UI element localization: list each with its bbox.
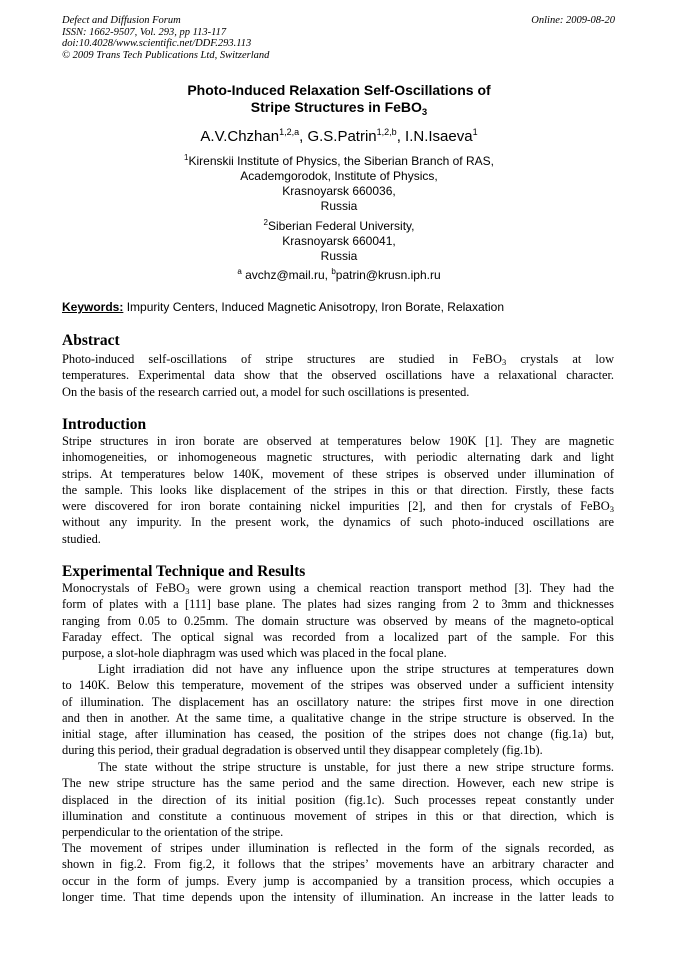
email-a: avchz@mail.ru, <box>241 268 332 282</box>
text-run: displaced in the direction of its initial position (fig.1c). Such processes repeat constantly under <box>62 792 614 807</box>
text-run: to 140K. Below this temperature, movement of the stripes was observed under a sufficient intensity <box>62 678 614 693</box>
text-line <box>62 840 614 856</box>
text-line <box>62 856 614 872</box>
text-line <box>62 466 614 482</box>
text-run: The movement of stripes under illumination is reflected in the form of the signals recorded, as <box>62 841 614 855</box>
affiliation-text: Kirenskii Institute of Physics, the Siberian Branch of RAS, <box>188 154 494 168</box>
text-run: studied. <box>62 531 101 546</box>
text-run: Photo-induced self-oscillations of stripe structures are studied in FeBO <box>62 352 502 366</box>
experimental-para-1 <box>62 580 614 661</box>
text-run: Faraday effect. The optical signal was recorded from a localized part of the sample. For this <box>62 629 614 644</box>
author-3-affil: 1 <box>472 127 478 137</box>
text-line <box>62 514 614 530</box>
text-run: crystals at low <box>506 352 615 366</box>
author-separator: , <box>396 128 406 145</box>
keywords-label: Keywords: <box>62 300 124 314</box>
title-line-2-text: Stripe Structures in FeBO <box>250 99 422 115</box>
text-run: shown in fig.2. From fig.2, it follows that the stripes’ movements have an arbitrary character and <box>62 857 614 872</box>
text-line <box>62 808 614 824</box>
email-mark: b <box>331 267 336 276</box>
journal-header <box>62 15 422 61</box>
text-line <box>62 433 614 449</box>
subscript: 3 <box>609 504 614 515</box>
text-run: perpendicular to the orientation of the stripe. <box>62 825 284 840</box>
text-run: were grown using a chemical reaction transport method [3]. They had the <box>189 581 614 595</box>
experimental-para-3 <box>62 759 614 840</box>
text-run: purpose, a slot-hole diaphragm was used which was placed in the focal plane. <box>62 646 447 661</box>
text-line <box>62 498 614 514</box>
affiliation-line: Academgorodok, Institute of Physics, <box>240 169 438 183</box>
text-run: inhomogeneities, or inhomogeneous magnetic structures, with periodic alternating dark and light <box>62 450 614 465</box>
affiliation-line: Russia <box>320 249 358 263</box>
author-3: I.N.Isaeva <box>405 128 473 145</box>
affiliation-line: Krasnoyarsk 660041, <box>282 234 396 248</box>
text-run: Stripe structures in iron borate are observed at temperatures below 190K [1]. They are magnetic <box>62 434 614 448</box>
experimental-para-4 <box>62 840 614 905</box>
affiliation-mark: 2 <box>263 218 268 227</box>
affiliation-line: Krasnoyarsk 660036, <box>282 184 396 198</box>
text-line <box>62 596 614 612</box>
text-run: temperatures. Experimental data show that the observed oscillations have a relaxational character. <box>62 368 614 383</box>
text-line <box>62 482 614 498</box>
text-line <box>62 384 614 400</box>
text-line <box>62 824 614 840</box>
affiliation-1 <box>62 154 616 214</box>
text-run: ranging from 0.05 to 0.25mm. The domain structure was observed by means of the magneto-optical <box>62 613 614 628</box>
keywords-text: Impurity Centers, Induced Magnetic Anisotropy, Iron Borate, Relaxation <box>123 300 504 314</box>
doi-line: doi:10.4028/www.scientific.net/DDF.293.113 <box>62 38 252 50</box>
author-1-affil: 1,2,a <box>279 127 300 137</box>
title-line-2 <box>62 99 616 116</box>
text-run: strips. At temperatures below 140K, movement of these stripes is observed under illumination of <box>62 466 614 481</box>
text-run: Light irradiation did not have any influence upon the stripe structures at temperatures down <box>98 662 614 676</box>
subscript: 3 <box>501 357 507 367</box>
affiliation-line <box>62 219 616 234</box>
text-line <box>62 792 614 808</box>
affiliation-2 <box>62 219 616 264</box>
abstract-body <box>62 351 614 400</box>
text-run: longer time. That time depends upon the intensity of illumination. An increase in the latter leads to <box>62 889 614 904</box>
text-line <box>62 449 614 465</box>
affiliation-line: Russia <box>320 199 358 213</box>
affiliation-line <box>62 154 616 169</box>
text-line <box>62 613 614 629</box>
text-run: illumination and constitute a continuous movement of stripes in this or that direction, which is <box>62 808 614 823</box>
text-run: initial stage, after illumination has ceased, the position of the stripes does not change (fig.1a) but, <box>62 727 614 742</box>
author-2-affil: 1,2,b <box>376 127 397 137</box>
author-1: A.V.Chzhan <box>200 128 280 145</box>
text-run: form of plates with a [111] base plane. The plates had sizes ranging from 2 to 3mm and thicknesses <box>62 597 614 612</box>
text-run: Monocrystals of FeBO <box>62 581 186 595</box>
text-line <box>62 694 614 710</box>
author-emails <box>62 268 616 283</box>
experimental-heading: Experimental Technique and Results <box>62 563 306 580</box>
email-mark: a <box>237 267 242 276</box>
text-line <box>62 775 614 791</box>
text-line <box>62 645 614 661</box>
text-line <box>62 531 614 547</box>
text-line <box>62 661 614 677</box>
affiliation-mark: 1 <box>184 153 189 162</box>
title-line-1: Photo-Induced Relaxation Self-Oscillations of <box>187 82 491 98</box>
text-run: without any impurity. In the present work, the dynamics of such photo-induced oscillations are <box>62 515 614 530</box>
text-run: occur in the form of jumps. Every jump is accompanied by a transition process, which occupies a <box>62 873 614 888</box>
issn-line: ISSN: 1662-9507, Vol. 293, pp 113-117 <box>62 26 227 38</box>
text-run: during this period, their gradual degradation is observed until they disappear completely (fig.1b). <box>62 743 543 758</box>
experimental-para-2 <box>62 661 614 759</box>
copyright-line: © 2009 Trans Tech Publications Ltd, Switzerland <box>62 49 270 61</box>
text-line <box>62 889 614 905</box>
author-list <box>62 128 616 146</box>
paper-title <box>62 82 616 116</box>
journal-name: Defect and Diffusion Forum <box>62 15 181 26</box>
text-line <box>62 710 614 726</box>
author-2: G.S.Patrin <box>307 128 377 145</box>
text-run: and then in another. At the same time, a qualitative change in the stripe structure is observed. In the <box>62 710 614 725</box>
text-run: On the basis of the research carried out, a model for such oscillations is presented. <box>62 384 470 399</box>
text-line <box>62 677 614 693</box>
text-line <box>62 759 614 775</box>
author-separator: , <box>299 128 308 145</box>
text-run: The state without the stripe structure is unstable, for just there a new stripe structure forms. <box>98 760 614 774</box>
text-line <box>62 629 614 645</box>
affiliation-text: Siberian Federal University, <box>267 219 415 233</box>
text-line <box>62 873 614 889</box>
introduction-body <box>62 433 614 547</box>
introduction-heading: Introduction <box>62 416 147 433</box>
text-line <box>62 367 614 383</box>
text-run: of illumination. The displacement has an oscillatory nature: the stripes first move in one direction <box>62 694 614 709</box>
text-run: the sample. This looks like displacement of the stripes in this or that direction. Firstly, these facts <box>62 482 614 497</box>
email-b: patrin@krusn.iph.ru <box>335 268 441 282</box>
text-run: The new stripe structure has the same period and the same direction. However, each new stripe is <box>62 776 614 791</box>
text-line <box>62 742 614 758</box>
keywords <box>62 300 622 315</box>
text-run: were discovered for iron borate containing nickel impurities [2], and then for crystals of FeBO <box>62 499 610 514</box>
online-date: Online: 2009-08-20 <box>531 15 615 26</box>
text-line <box>62 580 614 596</box>
text-line <box>62 726 614 742</box>
subscript: 3 <box>185 586 190 596</box>
abstract-heading: Abstract <box>62 332 120 349</box>
title-subscript: 3 <box>421 107 428 118</box>
text-line <box>62 351 614 367</box>
